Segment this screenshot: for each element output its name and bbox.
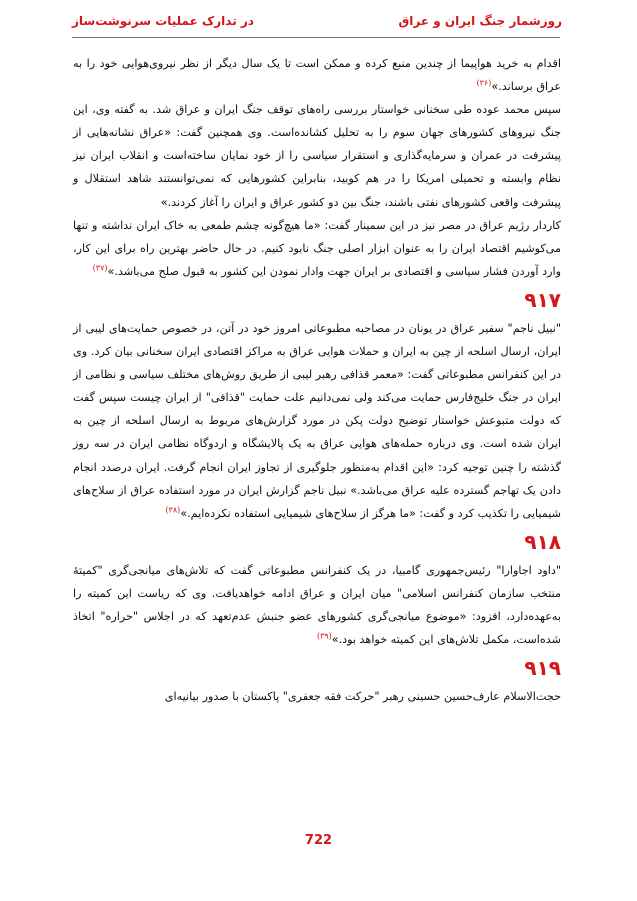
paragraph: "داود اجاوارا" رئیس‌جمهوری گامبیا، در یک کنفرانس مطبوعاتی گفت که تلاش‌های میانجی‌گری "کمیتهٔ منتخب سازمان کنفرانس اسلامی" میان ایران و عراق ادامه خواهدیافت. وی که ریاست این کمیته را به‌عهده‌دارد، افزود: «موضوع میانجی‌گری کشورهای عضو جنبش عدم‌تعهد که در اجلاس "حراره" اتخاذ شده‌است، مکمل تلاش‌های این کمیته خواهد بود.»$^{(۳۹)}$	[73, 563, 561, 647]
book-title: روزشمار جنگ ایران و عراق	[398, 14, 562, 28]
header-rule	[72, 37, 560, 38]
entry-number: ۹۱۹	[524, 656, 561, 681]
footnote-ref: (۳۹)	[316, 631, 332, 641]
running-header	[72, 10, 562, 32]
entry-number: ۹۱۷	[524, 287, 561, 312]
paragraph: کاردار رژیم عراق در مصر نیز در این سمینار گفت: «ما هیچ‌گونه چشم طمعی به خاک ایران نداشته و تنها می‌کوشیم اقتصاد ایران را به عنوان ابزار اصلی جنگ نابود کنیم. در حال حاضر بهترین راه برای این کار، وارد آوردن فشار سیاسی و اقتصادی بر ایران جهت وادار نمودن این کشور به قبول صلح می‌باشد.»$^{(۳۷)}$	[73, 218, 561, 278]
paragraph: "نبیل ناجم" سفیر عراق در یونان در مصاحبه مطبوعاتی امروز خود در آتن، در خصوص حمایت‌های لیبی از ایران، ارسال اسلحه از چین به ایران و حملات هوایی عراق به مراکز اقتصادی ایران سخنانی بیان کرد. وی در این کنفرانس مطبوعاتی گفت: «معمر قذافی رهبر لیبی از طریق روش‌های مختلف سیاسی و نظامی از ایران در جنگ خلیج‌فارس حمایت می‌کند ولی نمی‌دانیم علت حمایت "قذافی" از ایران چیست سپس گفت که دولت متبوعش خواستار توضیح دولت پکن در مورد گزارش‌های مربوط به ارسال اسلحه از چین به ایران شده است. وی درباره حمله‌های هوایی عراق به یک پالایشگاه و اردوگاه نظامی ایران در سه روز گذشته را چنین توجیه کرد: «این اقدام به‌منظور جلوگیری از تجاوز ایران انجام گرفت. ایران درصدد انجام دادن یک تهاجم گسترده علیه عراق می‌باشد.» نبیل ناجم گزارش ایران در مورد استفاده عراق از سلاح‌های شیمیایی را تکذیب کرد و گفت: «ما هرگز از سلاح‌های شیمیایی استفاده نکرده‌ایم.»$^{(۳۸)}$	[73, 321, 561, 520]
page-number: 722	[304, 833, 333, 848]
body-text	[73, 52, 561, 708]
paragraph: سپس محمد عوده طی سخنانی خواستار بررسی راه‌های توقف جنگ ایران و عراق شد. به گفته وی، این جنگ نیروهای کشورهای جهان سوم را به تحلیل کشانده‌است. وی همچنین گفت: «عراق نشانه‌هایی از پیشرفت در عمران و سرمایه‌گذاری و استقرار سیاسی را از خود نمایان ساخته‌است و انقلاب ایران نیز نظام وابسته و تحمیلی امریکا را در هم کوبید، بنابراین کشورهایی که نمی‌توانستند شاهد استقلال و پیشرفت واقعی کشورهای نفتی باشند، جنگ بین دو کشور عراق و ایران را آغاز کردند.»	[73, 103, 561, 209]
chapter-title: در تدارک عملیات سرنوشت‌ساز	[72, 14, 254, 28]
paragraph: حجت‌الاسلام عارف‌حسین حسینی رهبر "حرکت فقه جعفری" پاکستان با صدور بیانیه‌ای	[164, 690, 561, 704]
footnote-ref: (۳۸)	[165, 504, 181, 514]
entry-number: ۹۱۸	[524, 529, 561, 554]
paragraph: اقدام به خرید هواپیما از چندین منبع کرده و ممکن است تا یک سال دیگر از نظر نیروی‌هوایی خود را به عراق برساند.»$^{(۳۶)}$	[73, 57, 561, 94]
footnote-ref: (۳۶)	[476, 78, 492, 88]
footnote-ref: (۳۷)	[92, 263, 108, 273]
